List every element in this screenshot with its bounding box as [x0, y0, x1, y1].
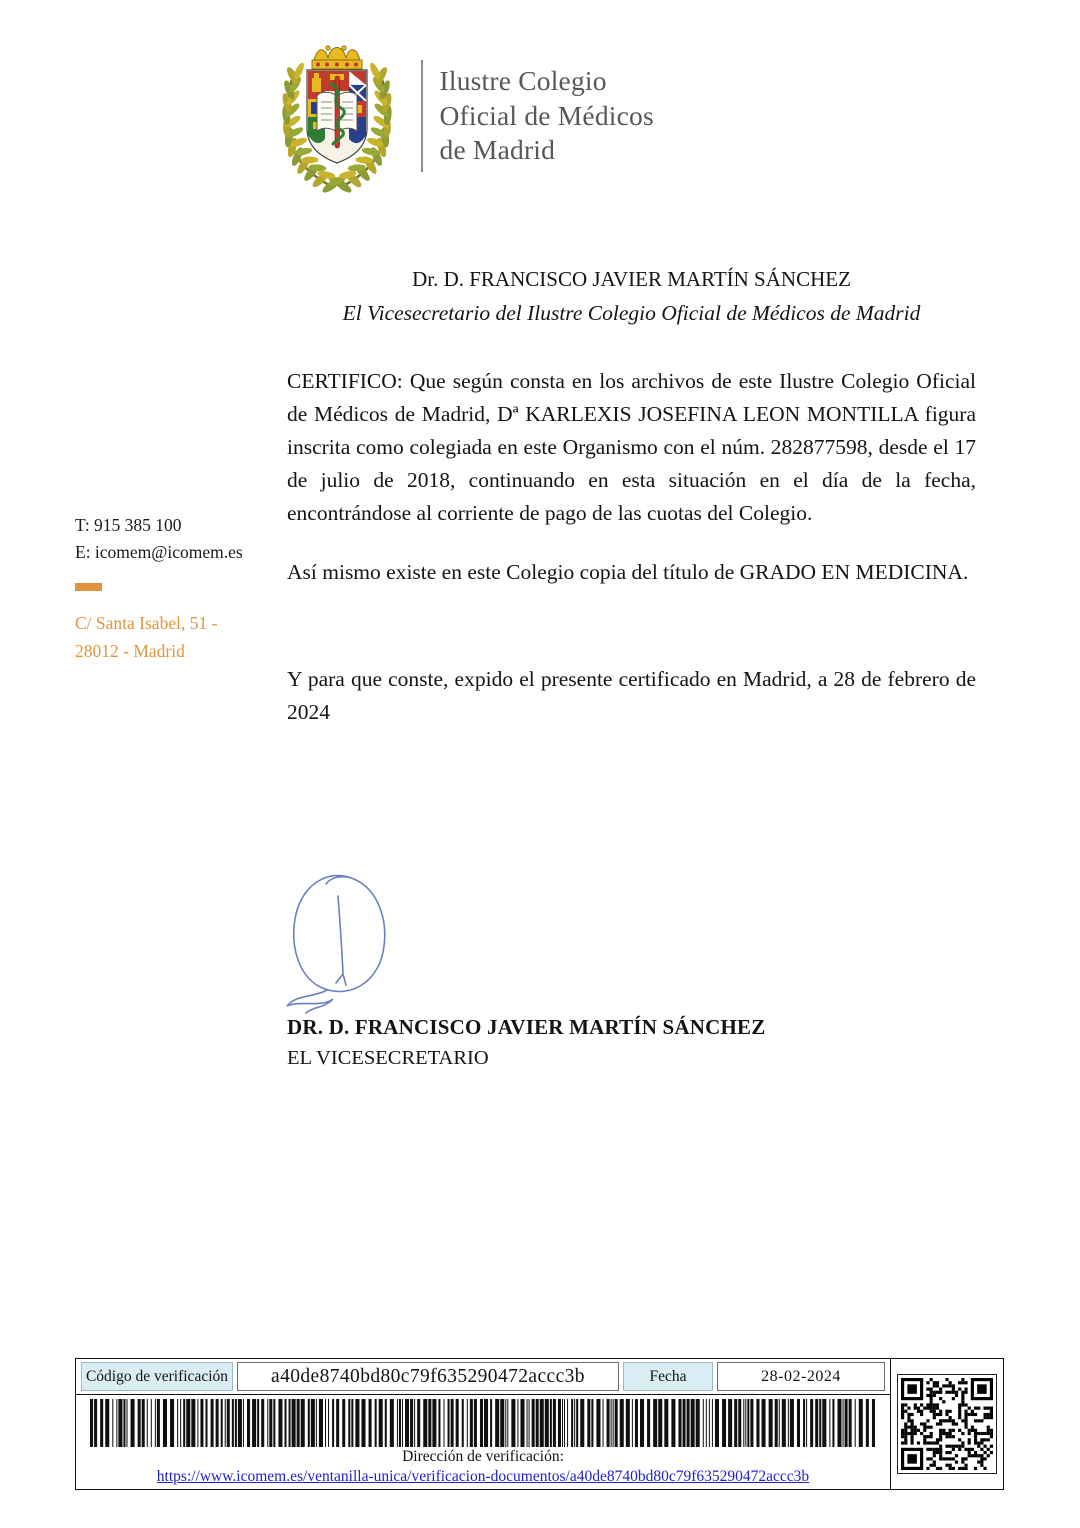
handwritten-signature [280, 866, 422, 1016]
signer-title: EL VICESECRETARIO [287, 1047, 489, 1069]
verification-footer [75, 1358, 1004, 1490]
logo-divider [421, 60, 423, 172]
accent-dash [75, 583, 102, 591]
date-label: Fecha [623, 1362, 713, 1391]
college-logo-block [266, 36, 654, 196]
verification-address-label: Dirección de verificación: [402, 1448, 564, 1465]
letter-body [287, 266, 976, 729]
verification-link[interactable]: https://www.icomem.es/ventanilla-unica/verificacion-documentos/a40de8740bd80c79f635290472accc3b [156, 1468, 810, 1485]
college-name-line: de Madrid [439, 134, 556, 166]
signer-block [287, 1014, 765, 1071]
shield-icon [307, 70, 367, 163]
college-name-line: Oficial de Médicos [439, 99, 654, 131]
closing-paragraph: Y para que conste, expido el presente certificado en Madrid, a 28 de febrero de 2024 [287, 667, 976, 724]
address-line-1: C/ Santa Isabel, 51 - [75, 613, 218, 633]
verification-code-value: a40de8740bd80c79f635290472accc3b [237, 1362, 619, 1391]
issuer-role: El Vicesecretario del Ilustre Colegio Oficial de Médicos de Madrid [342, 301, 921, 325]
issuer-name: Dr. D. FRANCISCO JAVIER MARTÍN SÁNCHEZ [412, 267, 851, 291]
barcode [88, 1399, 878, 1447]
college-name-line: Ilustre Colegio [439, 65, 607, 97]
date-value: 28-02-2024 [717, 1362, 885, 1391]
verification-code-label: Código de verificación [81, 1362, 233, 1391]
phone-line: T: 915 385 100 [75, 515, 182, 535]
qr-code-icon [897, 1374, 997, 1474]
college-crest-icon [266, 36, 408, 196]
signer-name: DR. D. FRANCISCO JAVIER MARTÍN SÁNCHEZ [287, 1015, 766, 1039]
verification-header-row [76, 1359, 890, 1395]
email-line: E: icomem@icomem.es [75, 542, 243, 562]
crown-icon [312, 46, 362, 69]
verification-left-panel [76, 1359, 890, 1489]
college-name [440, 64, 654, 168]
contact-sidebar [75, 512, 280, 665]
certification-paragraph: CERTIFICO: Que según consta en los archivos de este Ilustre Colegio Oficial de Médicos de Madrid, Dª KARLEXIS JOSEFINA LEON MONTILLA figura inscrita como colegiada en este Organismo con el núm. 282877598, desde el 17 de julio de 2018, continuando en esta situación en el día de la fecha, encontrándose al corriente de pago de las cuotas del Colegio. [287, 369, 976, 525]
address-line-2: 28012 - Madrid [75, 640, 185, 661]
qr-cell [890, 1359, 1003, 1489]
degree-paragraph: Así mismo existe en este Colegio copia del título de GRADO EN MEDICINA. [287, 560, 969, 584]
issuer-heading [287, 266, 976, 327]
